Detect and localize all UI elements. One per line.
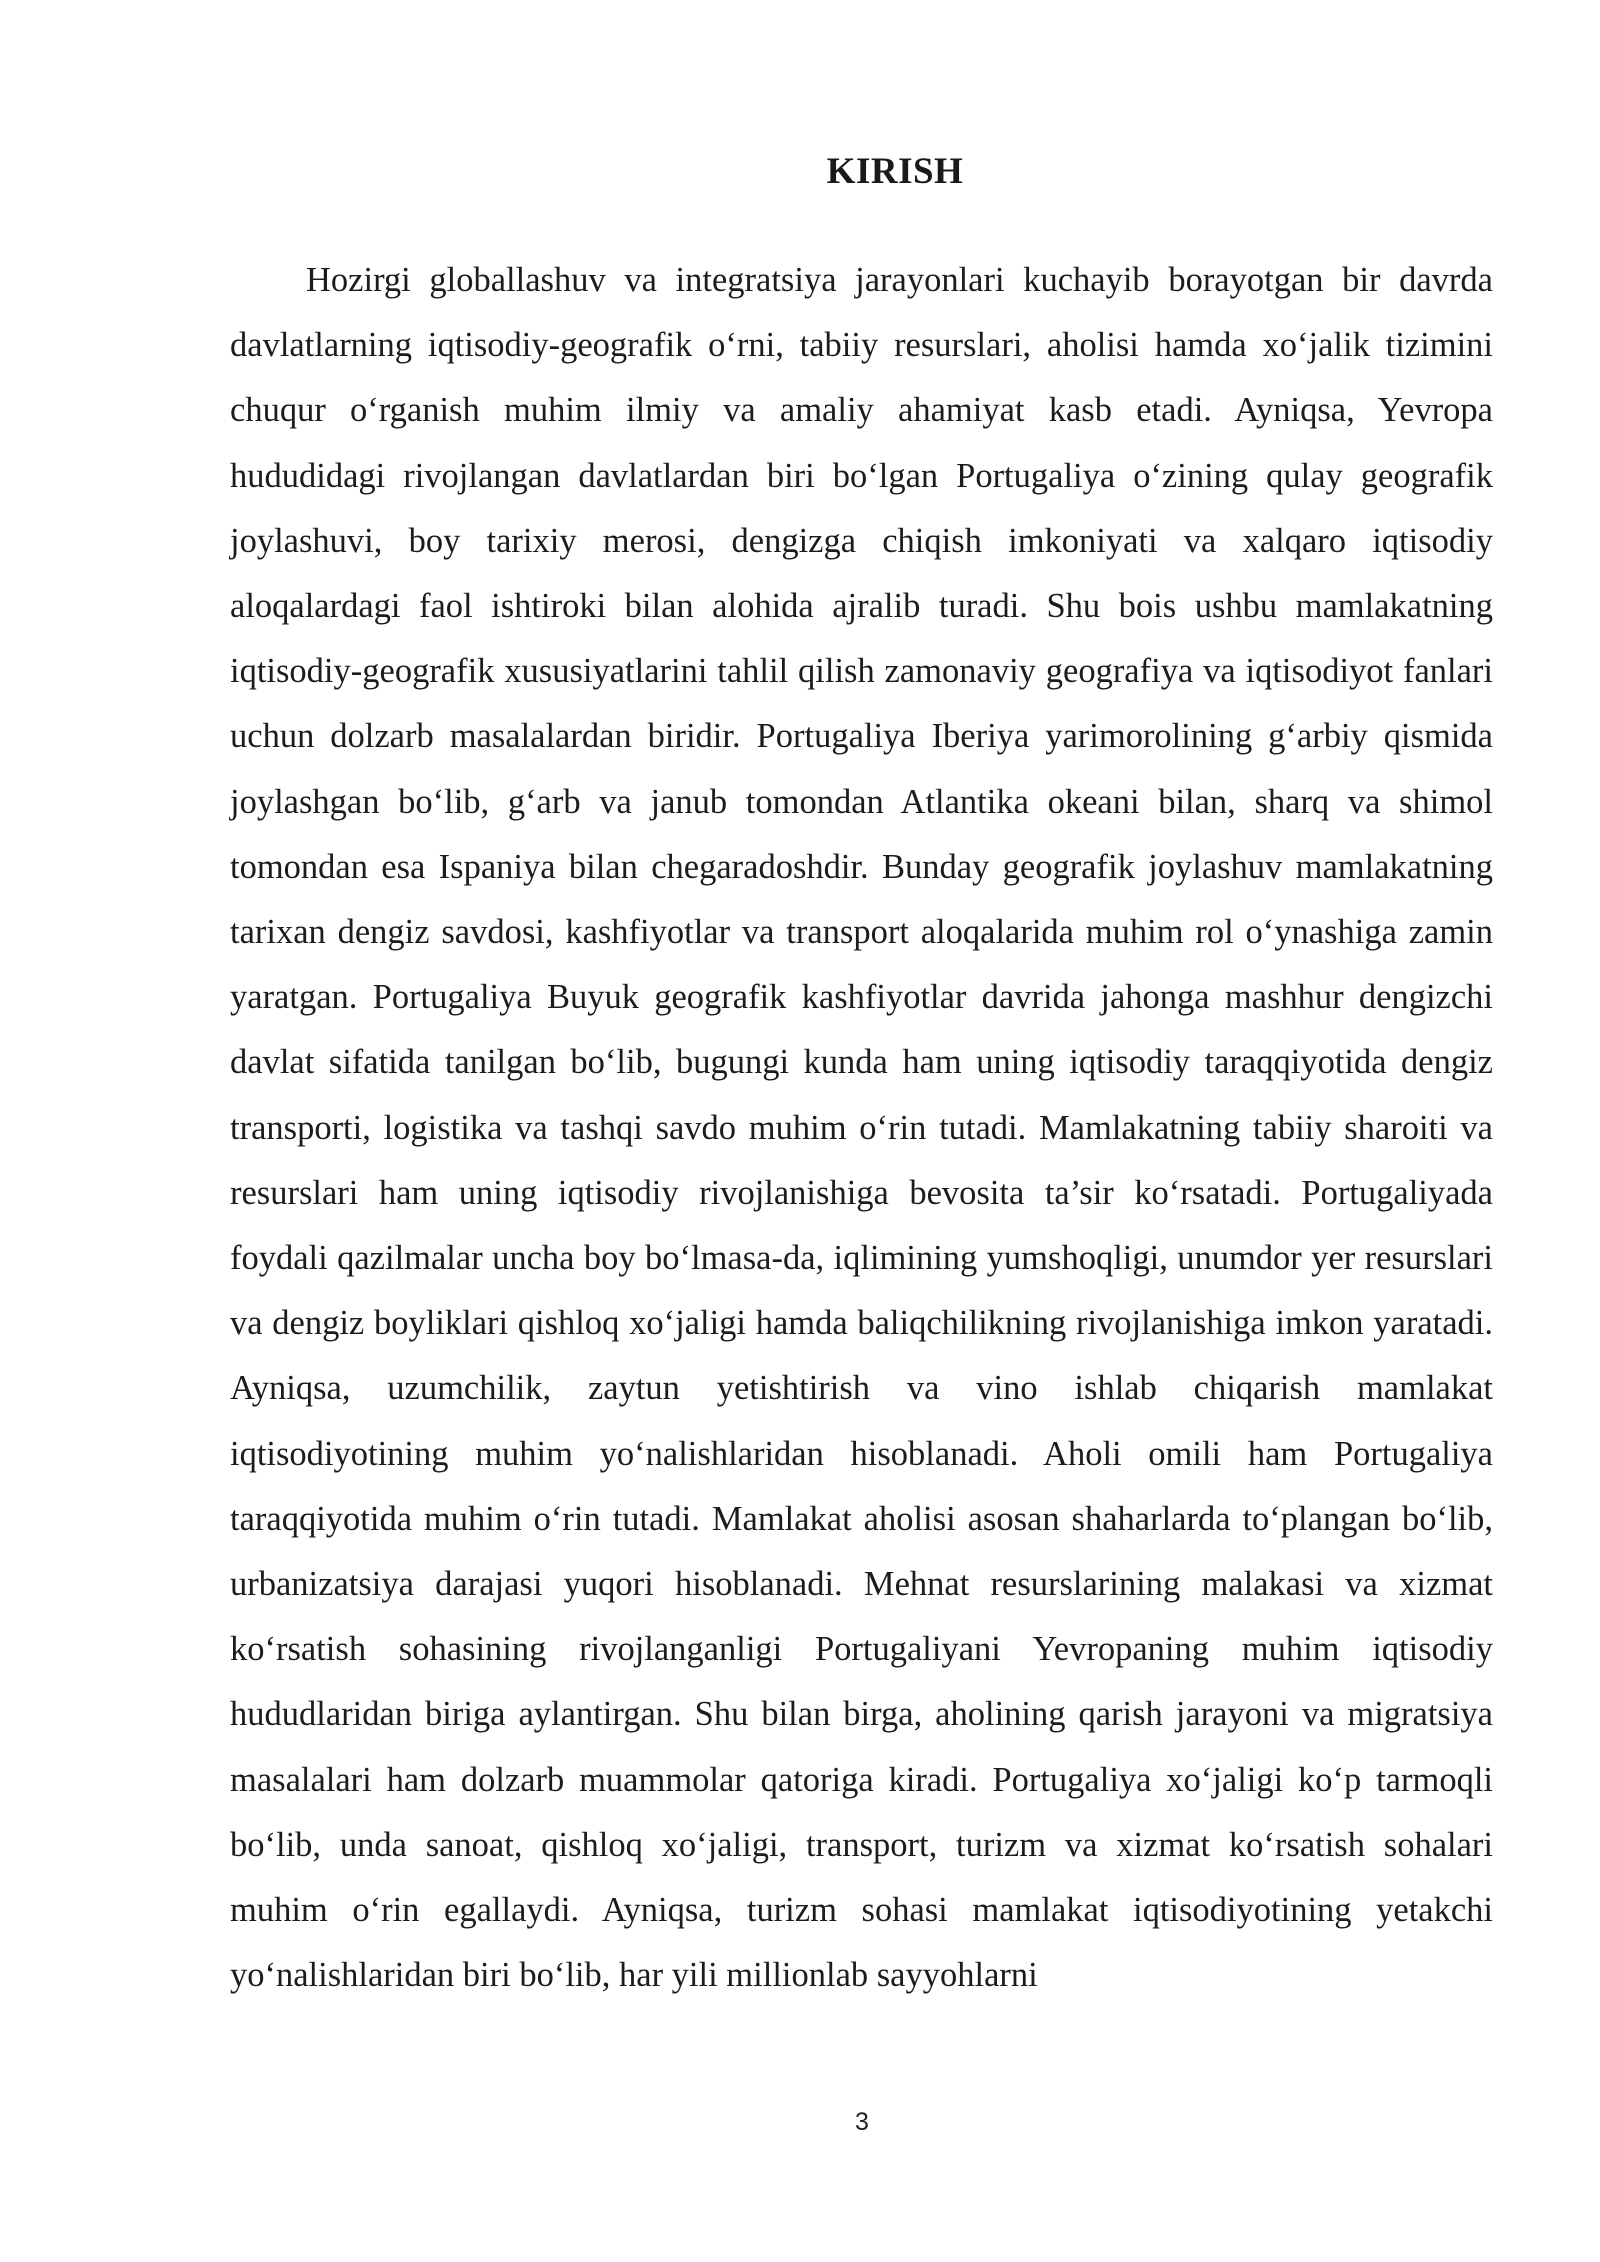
body-paragraph: Hozirgi globallashuv va integratsiya jarayonlari kuchayib borayotgan bir davrda davlatlarning iqtisodiy-geografik o‘rni, tabiiy resurslari, aholisi hamda xo‘jalik tizimini chuqur o‘rganish muhim ilmiy va amaliy ahamiyat kasb etadi. Ayniqsa, Yevropa hududidagi rivojlangan davlatlardan biri bo‘lgan Portugaliya o‘zining qulay geografik joylashuvi, boy tarixiy merosi, dengizga chiqish imkoniyati va xalqaro iqtisodiy aloqalardagi faol ishtiroki bilan alohida ajralib turadi. Shu bois ushbu mamlakatning iqtisodiy-geografik xususiyatlarini tahlil qilish zamonaviy geografiya va iqtisodiyot fanlari uchun dolzarb masalalardan biridir. Portugaliya Iberiya yarimorolining g‘arbiy qismida joylashgan bo‘lib, g‘arb va janub tomondan Atlantika okeani bilan, sharq va shimol tomondan esa Ispaniya bilan chegaradoshdir. Bunday geografik joylashuv mamlakatning tarixan dengiz savdosi, kashfiyotlar va transport aloqalarida muhim rol o‘ynashiga zamin yaratgan. Portugaliya Buyuk geografik kashfiyotlar davrida jahonga mashhur dengizchi davlat sifatida tanilgan bo‘lib, bugungi kunda ham uning iqtisodiy taraqqiyotida dengiz transporti, logistika va tashqi savdo muhim o‘rin tutadi. Mamlakatning tabiiy sharoiti va resurslari ham uning iqtisodiy rivojlanishiga bevosita ta’sir ko‘rsatadi. Portugaliyada foydali qazilmalar uncha boy bo‘lmasa-da, iqlimining yumshoqligi, unumdor yer resurslari va dengiz boyliklari qishloq xo‘jaligi hamda baliqchilikning rivojlanishiga imkon yaratadi. Ayniqsa, uzumchilik, zaytun yetishtirish va vino ishlab chiqarish mamlakat iqtisodiyotining muhim yo‘nalishlaridan hisoblanadi. Aholi omili ham Portugaliya taraqqiyotida muhim o‘rin tutadi. Mamlakat aholisi asosan shaharlarda to‘plangan bo‘lib, urbanizatsiya darajasi yuqori hisoblanadi. Mehnat resurslarining malakasi va xizmat ko‘rsatish sohasining rivojlanganligi Portugaliyani Yevropaning muhim iqtisodiy hududlaridan biriga aylantirgan. Shu bilan birga, aholining qarish jarayoni va migratsiya masalalari ham dolzarb muammolar qatoriga kiradi. Portugaliya xo‘jaligi ko‘p tarmoqli bo‘lib, unda sanoat, qishloq xo‘jaligi, transport, turizm va xizmat ko‘rsatish sohalari muhim o‘rin egallaydi. Ayniqsa, turizm sohasi mamlakat iqtisodiyotining yetakchi yo‘nalishlaridan biri bo‘lib, har yili millionlab sayyohlarni bbox=[230, 261, 1493, 1995]
page-number: 3 bbox=[855, 2108, 869, 2136]
section-heading: KIRISH bbox=[826, 151, 964, 192]
